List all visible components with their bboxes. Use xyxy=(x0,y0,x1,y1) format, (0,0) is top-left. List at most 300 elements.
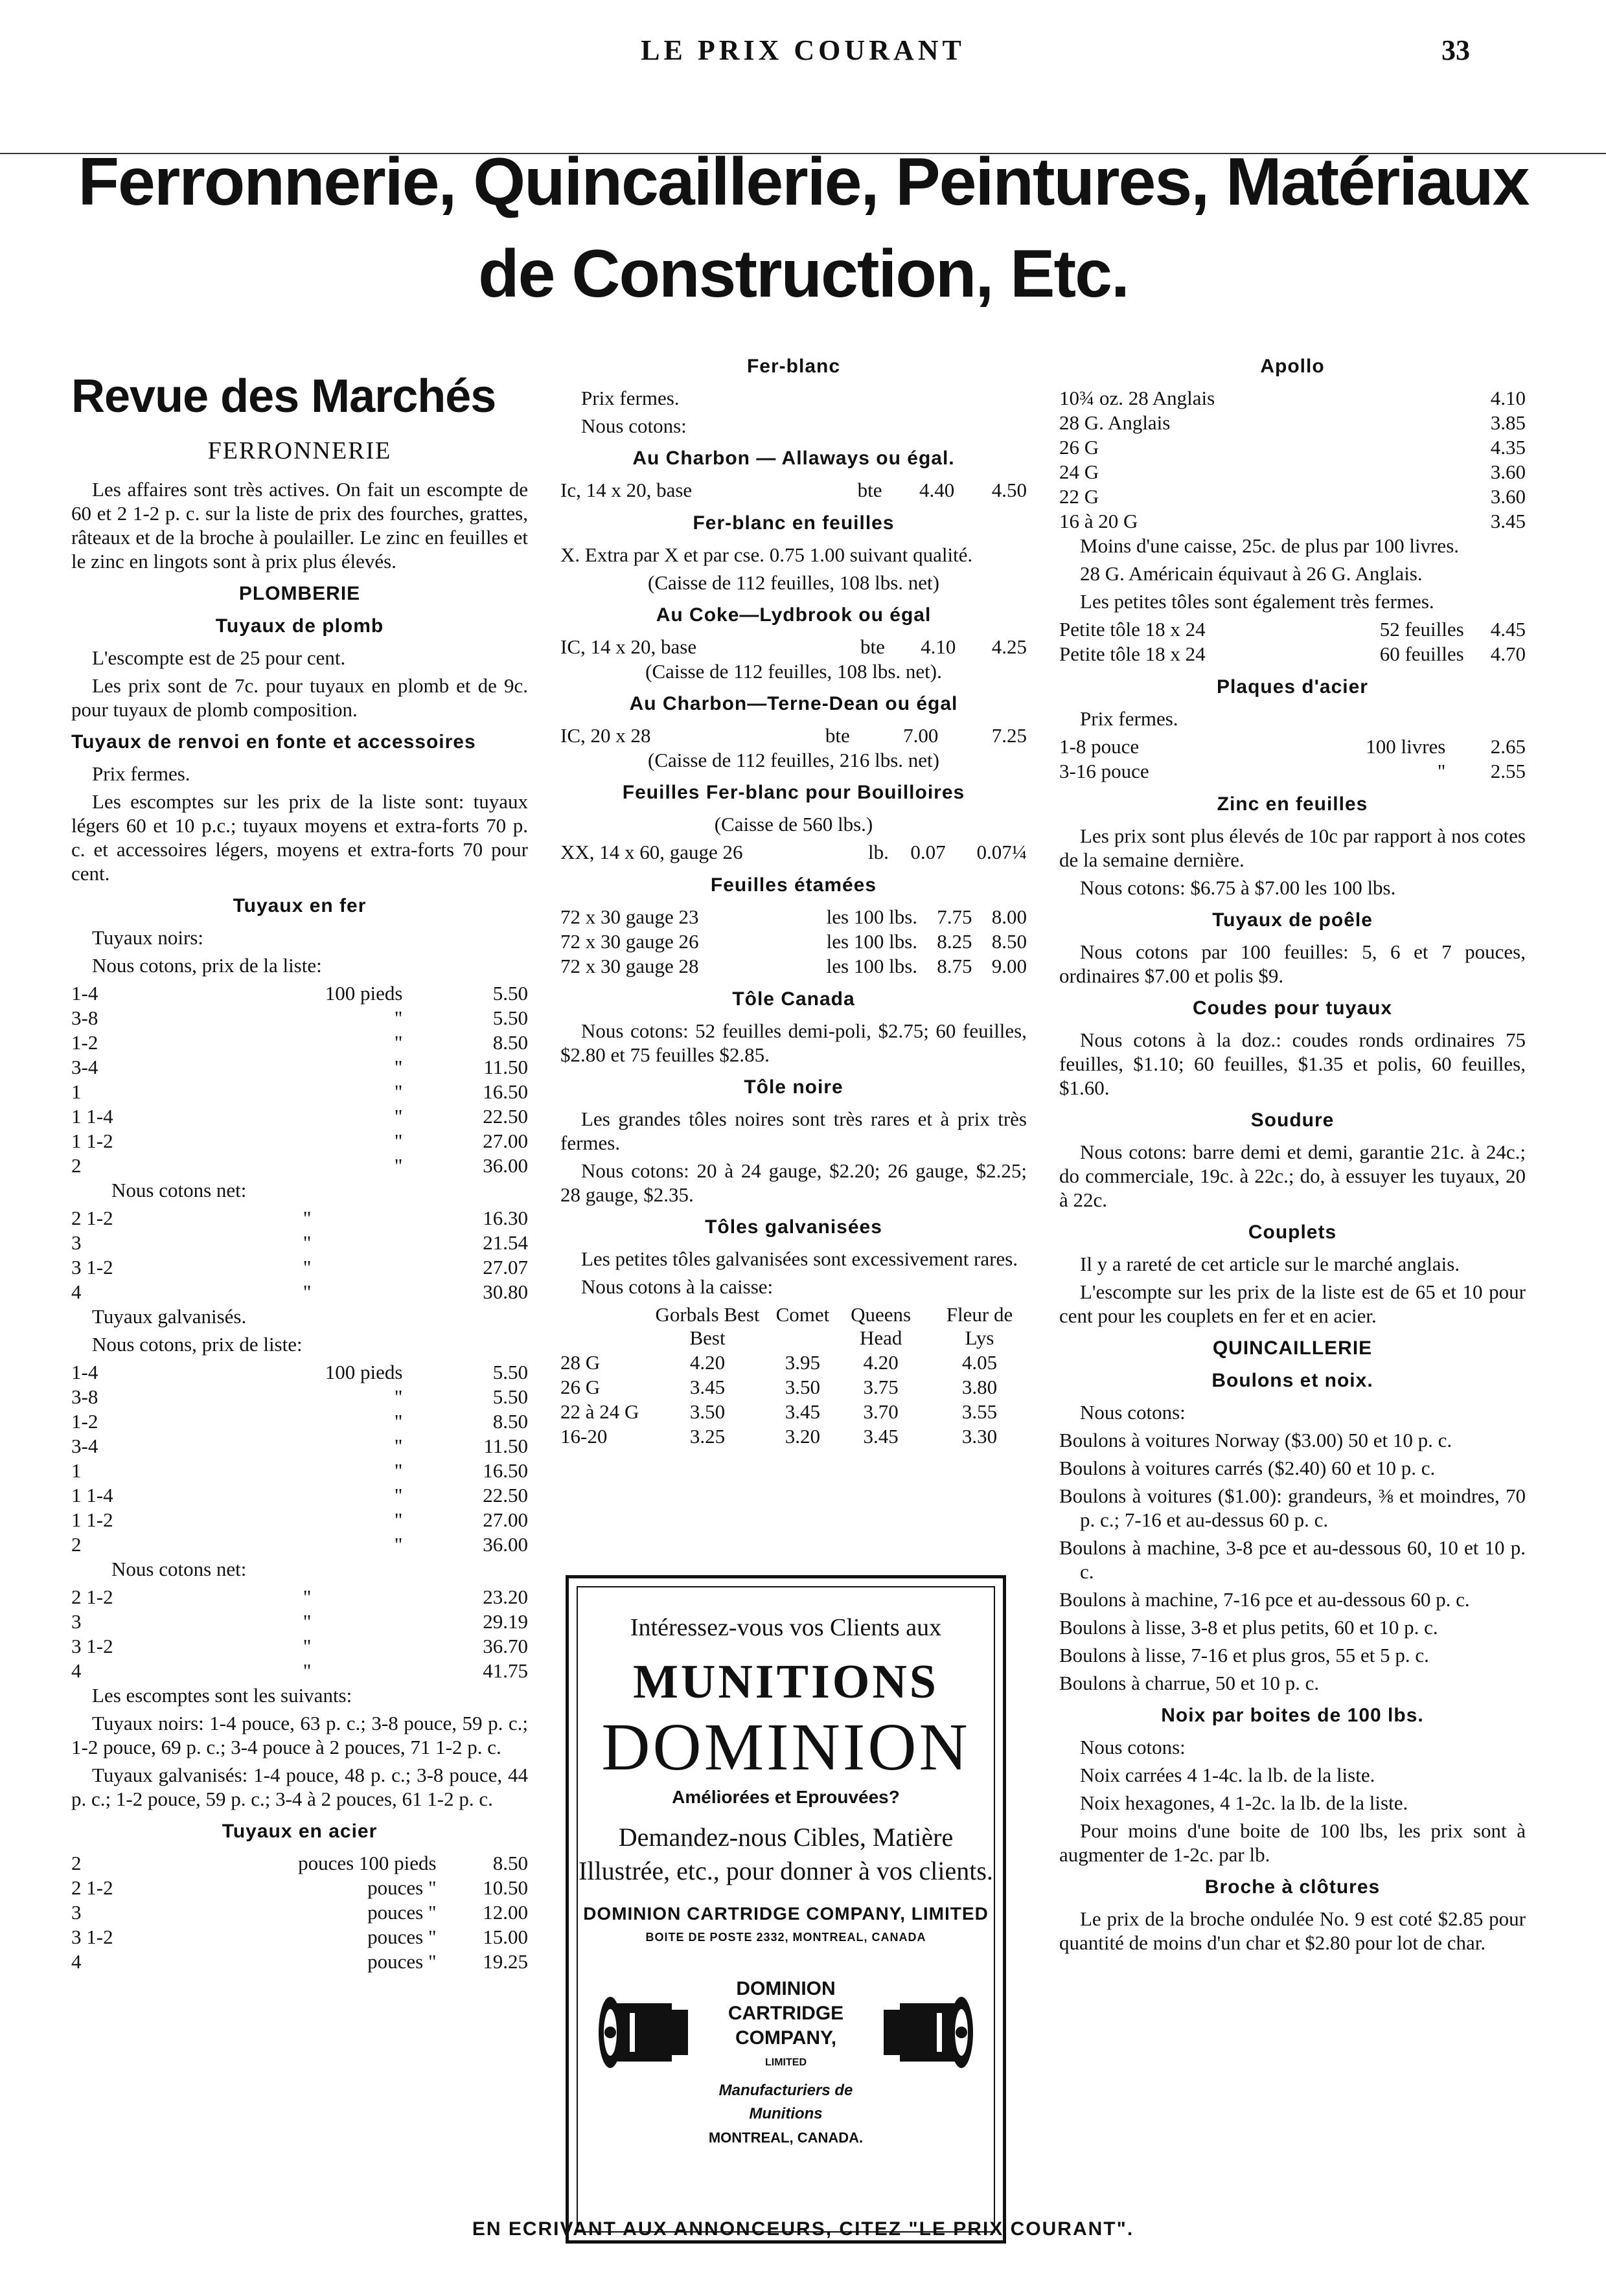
escomptes-noirs: Tuyaux noirs: 1-4 pouce, 63 p. c.; 3-8 pouce, 59 p. c.; 1-2 pouce, 69 p. c.; 3-4 pouce à 2 pouces, 71 1-2 p. c. xyxy=(71,1712,528,1758)
ferblanc-prix-fermes: Prix fermes. xyxy=(581,387,680,409)
ad-logo xyxy=(578,1961,994,2155)
price-cell: 8.50 xyxy=(492,1031,528,1054)
ad-ameliorees: Améliorées et Eprouvées? xyxy=(672,1787,900,1807)
table-row xyxy=(560,840,1027,865)
price-cell: 3.95 xyxy=(785,1351,821,1374)
acier-table xyxy=(71,1851,528,1974)
price-cell: 4.05 xyxy=(961,1351,998,1374)
table-row xyxy=(71,1280,528,1304)
size-cell: 1-4 xyxy=(71,982,98,1005)
price-cell: 3.20 xyxy=(785,1425,821,1448)
price-cell: 27.00 xyxy=(483,1508,528,1531)
size-cell: 1 xyxy=(71,1080,82,1103)
table-row xyxy=(71,1055,528,1080)
unit-cell: pouces 100 pieds xyxy=(298,1852,437,1874)
terne-heading: Au Charbon—Terne-Dean ou égal xyxy=(629,693,958,714)
price-cell: 5.50 xyxy=(492,1361,528,1383)
unit-cell: " xyxy=(303,1256,312,1279)
etamees-heading: Feuilles étamées xyxy=(710,874,877,896)
unit-cell: " xyxy=(394,1410,403,1433)
unit-cell: " xyxy=(394,1533,403,1556)
unit-cell: " xyxy=(303,1610,312,1633)
label-cell: IC, 20 x 28 xyxy=(560,724,651,747)
size-cell: 2 xyxy=(71,1533,82,1556)
label-cell: 72 x 30 gauge 23 xyxy=(560,905,699,928)
label-cell: 3-16 pouce xyxy=(1059,760,1149,782)
size-cell: 4 xyxy=(71,1280,82,1303)
price-cell: 8.50 xyxy=(492,1410,528,1433)
size-cell: 3-8 xyxy=(71,1006,98,1029)
tuyaux-acier-heading: Tuyaux en acier xyxy=(222,1821,378,1842)
price-cell: 22.50 xyxy=(483,1484,528,1506)
size-cell: 1 1-4 xyxy=(71,1484,113,1506)
plomb-paragraph-2: Les prix sont de 7c. pour tuyaux en plomb et de 9c. pour tuyaux de plomb composition. xyxy=(71,674,528,721)
price-cell: 10.50 xyxy=(483,1876,528,1899)
qty-cell: 60 feuilles xyxy=(1379,642,1464,665)
list-item: Boulons à voitures ($1.00): grandeurs, ⅜ et moindres, 70 p. c.; 7-16 et au-dessus 60 p. c. xyxy=(1059,1484,1526,1531)
price-cell: 16.50 xyxy=(483,1080,528,1103)
escomptes-paragraph: Les escomptes sont les suivants: xyxy=(92,1684,352,1707)
table-row xyxy=(1059,460,1526,484)
price-cell: 22.50 xyxy=(483,1105,528,1128)
price-cell: 12.00 xyxy=(483,1901,528,1924)
table-row xyxy=(560,954,1027,979)
price-cell: 4.45 xyxy=(1490,618,1526,641)
unit-cell: pouces " xyxy=(367,1950,437,1973)
label-cell: Petite tôle 18 x 24 xyxy=(1059,642,1206,665)
ad-logo-limited: LIMITED xyxy=(765,2057,807,2068)
price-cell: 3.75 xyxy=(863,1376,899,1398)
price-cell: 3.85 xyxy=(1490,411,1526,434)
price-cell: 15.00 xyxy=(483,1926,528,1948)
unit-cell: pouces " xyxy=(367,1876,437,1899)
tole-canada-heading: Tôle Canada xyxy=(732,988,855,1010)
table-row xyxy=(71,1409,528,1434)
price-cell: 4.10 xyxy=(921,635,956,658)
table-row xyxy=(71,1231,528,1255)
table-row xyxy=(71,981,528,1006)
table-row xyxy=(1059,435,1526,460)
bouilloires-table xyxy=(560,840,1027,865)
escomptes-galv: Tuyaux galvanisés: 1-4 pouce, 48 p. c.; 3-8 pouce, 44 p. c.; 1-2 pouce, 59 p. c.; 3-4 à 2 pouces, 61 1-2 p. c. xyxy=(71,1764,528,1810)
ad-tagline: Intéressez-vous vos Clients aux xyxy=(630,1614,942,1641)
price-cell: 4.20 xyxy=(689,1351,726,1374)
table-row xyxy=(1059,617,1526,642)
noix-paragraph-3: Pour moins d'une boite de 100 lbs, les prix sont à augmenter de 1-2c. par lb. xyxy=(1059,1819,1526,1866)
petite-tole-table xyxy=(1059,617,1526,666)
unit-cell: " xyxy=(394,1130,403,1152)
label-cell: 10¾ oz. 28 Anglais xyxy=(1059,387,1215,409)
price-cell: 3.50 xyxy=(785,1376,821,1398)
label-cell: XX, 14 x 60, gauge 26 xyxy=(560,841,743,863)
galv-table xyxy=(71,1360,528,1557)
feuilles-caisse: (Caisse de 112 feuilles, 108 lbs. net) xyxy=(648,571,939,594)
size-cell: 1-2 xyxy=(71,1031,98,1054)
price-cell: 41.75 xyxy=(483,1659,528,1682)
net2-table xyxy=(71,1585,528,1683)
unit-cell: " xyxy=(303,1586,312,1608)
table-row xyxy=(71,1949,528,1974)
price-cell: 8.25 xyxy=(937,930,972,953)
price-cell: 3.30 xyxy=(961,1425,998,1448)
soudure-paragraph: Nous cotons: barre demi et demi, garantie 21c. à 24c.; do commerciale, 19c. à 22c.; do, à essuyer les tuyaux, 20 à 22c. xyxy=(1059,1141,1526,1211)
size-cell: 1 1-2 xyxy=(71,1130,113,1152)
price-cell: 4.25 xyxy=(991,635,1027,658)
poele-paragraph: Nous cotons par 100 feuilles: 5, 6 et 7 pouces, ordinaires $7.00 et polis $9. xyxy=(1059,940,1526,987)
price-cell: 3.45 xyxy=(785,1400,821,1423)
price-cell: 5.50 xyxy=(492,1385,528,1408)
coke-table xyxy=(560,635,1027,659)
toles-galv-paragraph: Les petites tôles galvanisées sont excessivement rares. xyxy=(581,1247,1018,1270)
boulons-cotons: Nous cotons: xyxy=(1080,1401,1186,1424)
price-cell: 9.00 xyxy=(991,955,1027,977)
ad-company: DOMINION CARTRIDGE COMPANY, LIMITED xyxy=(583,1904,989,1924)
table-row xyxy=(71,1206,528,1231)
size-cell: 2 1-2 xyxy=(71,1207,113,1229)
unit-cell: " xyxy=(303,1231,312,1254)
price-cell: 19.25 xyxy=(483,1950,528,1973)
price-cell: 5.50 xyxy=(492,982,528,1005)
couplets-paragraph-2: L'escompte sur les prix de la liste est de 65 et 10 pour cent pour les couplets en fer et en acier. xyxy=(1059,1280,1526,1327)
price-cell: 8.50 xyxy=(991,930,1027,953)
tole-canada-paragraph: Nous cotons: 52 feuilles demi-poli, $2.75; 60 feuilles, $2.80 et 75 feuilles $2.85. xyxy=(560,1019,1027,1066)
table-row xyxy=(71,1385,528,1409)
gauge-cell: 26 G xyxy=(560,1376,601,1398)
size-cell: 1 xyxy=(71,1459,82,1482)
feuilles-paragraph: X. Extra par X et par cse. 0.75 1.00 suivant qualité. xyxy=(560,543,973,566)
main-title-line1: Ferronnerie, Quincaillerie, Peintures, Matériaux xyxy=(78,144,1529,220)
price-cell: 5.50 xyxy=(492,1006,528,1029)
column-header: Fleur de Lys xyxy=(946,1303,1013,1349)
table-row xyxy=(71,1434,528,1459)
price-cell: 3.45 xyxy=(689,1376,726,1398)
list-item: Boulons à lisse, 3-8 et plus petits, 60 et 10 p. c. xyxy=(1059,1616,1438,1639)
gauge-cell: 28 G xyxy=(560,1351,601,1374)
unit-cell: " xyxy=(394,1006,403,1029)
cotons-liste2-label: Nous cotons, prix de liste: xyxy=(92,1333,303,1356)
broche-paragraph: Le prix de la broche ondulée No. 9 est coté $2.85 pour quantité de moins d'un char et $2.80 pour lot de char. xyxy=(1059,1907,1526,1954)
journal-title: LE PRIX COURANT xyxy=(641,34,965,66)
revue-heading: Revue des Marchés xyxy=(71,370,496,422)
zinc-paragraph-2: Nous cotons: $6.75 à $7.00 les 100 lbs. xyxy=(1080,876,1396,899)
noix-paragraph-1: Noix carrées 4 1-4c. la lb. de la liste. xyxy=(1080,1764,1375,1786)
table-row xyxy=(560,1375,1027,1400)
coke-caisse: (Caisse de 112 feuilles, 108 lbs. net). xyxy=(645,660,942,683)
price-cell: 3.50 xyxy=(689,1400,726,1423)
tole-noire-paragraph-1: Les grandes tôles noires sont très rares et à prix très fermes. xyxy=(560,1108,1027,1154)
net-table xyxy=(71,1206,528,1304)
bouilloires-caisse: (Caisse de 560 lbs.) xyxy=(714,813,873,835)
label-cell: 1-8 pouce xyxy=(1059,735,1140,758)
label-cell: 26 G xyxy=(1059,436,1099,459)
footer-notice: EN ECRIVANT AUX ANNONCEURS, CITEZ "LE PRIX COURANT". xyxy=(472,2218,1134,2240)
price-cell: 7.25 xyxy=(991,724,1027,747)
unit-cell: " xyxy=(303,1207,312,1229)
qty-cell: 100 livres xyxy=(1366,735,1446,758)
size-cell: 3 xyxy=(71,1901,82,1924)
unit-cell: " xyxy=(303,1659,312,1682)
table-row xyxy=(71,1459,528,1483)
price-cell: 8.50 xyxy=(492,1852,528,1874)
quincaillerie-heading: QUINCAILLERIE xyxy=(1212,1337,1373,1359)
cotons-net2-label: Nous cotons net: xyxy=(111,1558,247,1580)
bouilloires-heading: Feuilles Fer-blanc pour Bouilloires xyxy=(622,782,965,803)
price-cell: 21.54 xyxy=(483,1231,528,1254)
price-cell: 7.00 xyxy=(903,724,939,747)
plaques-prix-fermes: Prix fermes. xyxy=(1080,707,1178,730)
unit-cell: les 100 lbs. xyxy=(826,905,918,928)
table-row xyxy=(71,1585,528,1609)
price-cell: 4.40 xyxy=(919,479,955,501)
ad-manufacturers: Manufacturiers de Munitions xyxy=(718,2082,853,2122)
galvanises-label: Tuyaux galvanisés. xyxy=(92,1305,247,1328)
ferblanc-cotons: Nous cotons: xyxy=(581,415,687,437)
price-cell: 3.80 xyxy=(961,1376,998,1398)
price-cell: 0.07 xyxy=(910,841,946,863)
apollo-heading: Apollo xyxy=(1260,356,1325,377)
price-cell: 4.70 xyxy=(1490,642,1526,665)
noix-cotons: Nous cotons: xyxy=(1080,1736,1186,1758)
unit-cell: " xyxy=(394,1508,403,1531)
label-cell: Ic, 14 x 20, base xyxy=(560,479,693,501)
price-cell: 11.50 xyxy=(483,1056,528,1078)
coudes-paragraph: Nous cotons à la doz.: coudes ronds ordinaires 75 feuilles, $1.10; 60 feuilles, $1.35 et polis, 60 feuilles, $1.60. xyxy=(1059,1029,1526,1099)
price-cell: 4.35 xyxy=(1490,436,1526,459)
label-cell: 24 G xyxy=(1059,460,1099,483)
ad-logo-company: COMPANY, xyxy=(735,2027,837,2049)
table-row xyxy=(1059,484,1526,509)
price-cell: 4.20 xyxy=(863,1351,899,1374)
size-cell: 3 xyxy=(71,1231,82,1254)
unit-cell: lb. xyxy=(868,841,889,863)
coudes-heading: Coudes pour tuyaux xyxy=(1192,997,1393,1019)
table-row xyxy=(560,1400,1027,1424)
price-cell: 3.60 xyxy=(1490,460,1526,483)
label-cell: 22 G xyxy=(1059,485,1099,508)
table-row xyxy=(71,1080,528,1104)
tuyaux-noirs-label: Tuyaux noirs: xyxy=(92,926,203,949)
renvoi-prix-fermes: Prix fermes. xyxy=(92,762,190,785)
table-row xyxy=(1059,642,1526,666)
plomberie-heading: PLOMBERIE xyxy=(238,583,361,604)
price-cell: 0.07¼ xyxy=(976,841,1027,863)
unit-cell: " xyxy=(394,1435,403,1457)
size-cell: 2 xyxy=(71,1852,82,1874)
zinc-heading: Zinc en feuilles xyxy=(1217,793,1368,815)
label-cell: IC, 14 x 20, base xyxy=(560,635,697,658)
table-row xyxy=(71,1634,528,1659)
price-cell: 3.55 xyxy=(961,1400,998,1423)
tole-noire-paragraph-2: Nous cotons: 20 à 24 gauge, $2.20; 26 gauge, $2.25; 28 gauge, $2.35. xyxy=(560,1159,1027,1206)
qty-cell: 52 feuilles xyxy=(1379,618,1464,641)
column-header xyxy=(560,1302,639,1350)
table-row xyxy=(560,478,1027,503)
size-cell: 1-4 xyxy=(71,1361,98,1383)
table-row xyxy=(560,1424,1027,1449)
unit-cell: " xyxy=(394,1484,403,1506)
unit-cell: " xyxy=(394,1154,403,1177)
unit-cell: " xyxy=(394,1080,403,1103)
table-row xyxy=(71,1104,528,1129)
etamees-table xyxy=(560,905,1027,979)
size-cell: 1 1-4 xyxy=(71,1105,113,1128)
column-header: Comet xyxy=(775,1303,830,1326)
price-cell: 11.50 xyxy=(483,1435,528,1457)
main-title-line2: de Construction, Etc. xyxy=(478,236,1129,312)
table-row xyxy=(560,635,1027,659)
page-header xyxy=(0,34,1606,73)
label-cell: Petite tôle 18 x 24 xyxy=(1059,618,1206,641)
price-cell: 36.70 xyxy=(483,1635,528,1657)
table-row xyxy=(71,1154,528,1178)
price-cell: 4.50 xyxy=(991,479,1027,501)
table-row xyxy=(560,723,1027,748)
unit-cell: 100 pieds xyxy=(325,1361,403,1383)
price-cell: 29.19 xyxy=(483,1610,528,1633)
toles-galv-table xyxy=(560,1302,1027,1449)
size-cell: 2 1-2 xyxy=(71,1876,113,1899)
list-item: Boulons à lisse, 7-16 et plus gros, 55 et 5 p. c. xyxy=(1059,1644,1429,1666)
apollo-table xyxy=(1059,386,1526,534)
price-cell: 27.07 xyxy=(483,1256,528,1279)
price-cell: 2.55 xyxy=(1490,760,1526,782)
unit-cell: " xyxy=(303,1280,312,1303)
size-cell: 2 1-2 xyxy=(71,1586,113,1608)
intro-paragraph: Les affaires sont très actives. On fait un escompte de 60 et 2 1-2 p. c. sur la liste de prix des fourches, grattes, râteaux et de la broche à poulailler. Le zinc en feuilles et le zinc en lingots sont à prix plus élevés. xyxy=(71,478,528,573)
price-cell: 16.50 xyxy=(483,1459,528,1482)
list-item: Boulons à charrue, 50 et 10 p. c. xyxy=(1059,1672,1320,1694)
gauge-cell: 22 à 24 G xyxy=(560,1400,639,1423)
table-row xyxy=(1059,411,1526,435)
price-cell: 4.10 xyxy=(1490,387,1526,409)
poele-heading: Tuyaux de poêle xyxy=(1212,909,1373,931)
price-cell: 3.60 xyxy=(1490,485,1526,508)
size-cell: 2 xyxy=(71,1154,82,1177)
boulons-heading: Boulons et noix. xyxy=(1211,1370,1373,1391)
unit-cell: 100 pieds xyxy=(325,982,403,1005)
plaques-table xyxy=(1059,734,1526,784)
unit-cell: " xyxy=(394,1459,403,1482)
zinc-paragraph-1: Les prix sont plus élevés de 10c par rapport à nos cotes de la semaine dernière. xyxy=(1059,824,1526,871)
table-row xyxy=(71,1851,528,1876)
price-cell: 36.00 xyxy=(483,1154,528,1177)
soudure-heading: Soudure xyxy=(1250,1109,1335,1131)
label-cell: 16 à 20 G xyxy=(1059,510,1138,532)
table-row xyxy=(1059,509,1526,534)
price-cell: 3.45 xyxy=(863,1425,899,1448)
table-row xyxy=(71,1508,528,1532)
qty-cell: " xyxy=(1437,760,1446,782)
tole-noire-heading: Tôle noire xyxy=(744,1076,843,1098)
label-cell: 72 x 30 gauge 28 xyxy=(560,955,699,977)
price-cell: 3.45 xyxy=(1490,510,1526,532)
table-row xyxy=(71,1360,528,1385)
size-cell: 4 xyxy=(71,1950,82,1973)
list-item: Boulons à machine, 3-8 pce et au-dessous 60, 10 et 10 p. c. xyxy=(1059,1536,1526,1583)
column-2 xyxy=(560,355,1027,1449)
column-header: Queens Head xyxy=(851,1303,912,1349)
price-cell: 2.65 xyxy=(1490,735,1526,758)
unit-cell: les 100 lbs. xyxy=(826,955,918,977)
terne-caisse: (Caisse de 112 feuilles, 216 lbs. net) xyxy=(648,749,939,771)
column-1 xyxy=(71,355,528,1974)
unit-cell: bte xyxy=(857,479,882,501)
cartridge-icon xyxy=(877,1974,974,2091)
price-cell: 7.75 xyxy=(937,905,972,928)
charbon-table xyxy=(560,478,1027,503)
size-cell: 3-8 xyxy=(71,1385,98,1408)
price-cell: 16.30 xyxy=(483,1207,528,1229)
table-row xyxy=(71,1659,528,1683)
list-item: Boulons à machine, 7-16 pce et au-dessous 60 p. c. xyxy=(1059,1588,1470,1611)
table-row xyxy=(71,1609,528,1634)
table-row xyxy=(71,1006,528,1030)
table-row xyxy=(1059,759,1526,784)
unit-cell: pouces " xyxy=(367,1901,437,1924)
unit-cell: " xyxy=(394,1031,403,1054)
gauge-cell: 16-20 xyxy=(560,1425,608,1448)
table-row xyxy=(560,929,1027,954)
plomb-paragraph-1: L'escompte est de 25 pour cent. xyxy=(92,646,346,669)
label-cell: 28 G. Anglais xyxy=(1059,411,1171,434)
apollo-paragraph-3: Les petites tôles sont également très fermes. xyxy=(1080,590,1434,613)
unit-cell: pouces " xyxy=(367,1926,437,1948)
price-cell: 8.75 xyxy=(937,955,972,977)
unit-cell: bte xyxy=(825,724,850,747)
table-row xyxy=(560,1350,1027,1375)
price-cell: 30.80 xyxy=(483,1280,528,1303)
cotons-liste-label: Nous cotons, prix de la liste: xyxy=(92,954,322,977)
cartridge-icon xyxy=(597,1974,694,2091)
tuyaux-fer-heading: Tuyaux en fer xyxy=(233,895,367,916)
table-row xyxy=(71,1925,528,1949)
list-item: Boulons à voitures carrés ($2.40) 60 et 10 p. c. xyxy=(1059,1457,1436,1479)
page-number: 33 xyxy=(1441,34,1470,66)
table-row xyxy=(1059,734,1526,759)
ad-munitions: MUNITIONS xyxy=(633,1655,939,1709)
charbon-heading: Au Charbon — Allaways ou égal. xyxy=(632,448,955,469)
size-cell: 1 1-2 xyxy=(71,1508,113,1531)
table-row xyxy=(560,905,1027,929)
feuilles-heading: Fer-blanc en feuilles xyxy=(693,512,895,534)
table-row xyxy=(71,1255,528,1280)
size-cell: 3-4 xyxy=(71,1056,98,1078)
couplets-paragraph-1: Il y a rareté de cet article sur le marché anglais. xyxy=(1080,1253,1460,1275)
main-title xyxy=(65,136,1542,320)
noix-heading: Noix par boites de 100 lbs. xyxy=(1161,1705,1424,1726)
size-cell: 3 1-2 xyxy=(71,1256,113,1279)
coke-heading: Au Coke—Lydbrook ou égal xyxy=(656,604,932,626)
ferronnerie-heading: FERRONNERIE xyxy=(207,437,392,464)
list-item: Boulons à voitures Norway ($3.00) 50 et 10 p. c. xyxy=(1059,1429,1452,1451)
ferblanc-heading: Fer-blanc xyxy=(746,356,841,377)
unit-cell: " xyxy=(394,1385,403,1408)
renvoi-paragraph: Les escomptes sur les prix de la liste sont: tuyaux légers 60 et 10 p.c.; tuyaux moyens et extra-forts 70 p. c. et accessoires légers, moyens et extra-forts 70 pour cent. xyxy=(71,790,528,885)
table-row xyxy=(71,1129,528,1154)
price-cell: 27.00 xyxy=(483,1130,528,1152)
unit-cell: bte xyxy=(860,635,885,658)
renvoi-heading: Tuyaux de renvoi en fonte et accessoires xyxy=(71,731,476,753)
unit-cell: " xyxy=(303,1635,312,1657)
noirs-table xyxy=(71,981,528,1178)
table-row xyxy=(1059,386,1526,411)
size-cell: 3-4 xyxy=(71,1435,98,1457)
column-header: Gorbals Best Best xyxy=(655,1303,760,1349)
toles-galv-intro: Nous cotons à la caisse: xyxy=(581,1275,774,1298)
munitions-advertisement xyxy=(566,1575,1006,2244)
cotons-net-label: Nous cotons net: xyxy=(111,1179,247,1201)
apollo-paragraph-1: Moins d'une caisse, 25c. de plus par 100 livres. xyxy=(1080,534,1460,557)
